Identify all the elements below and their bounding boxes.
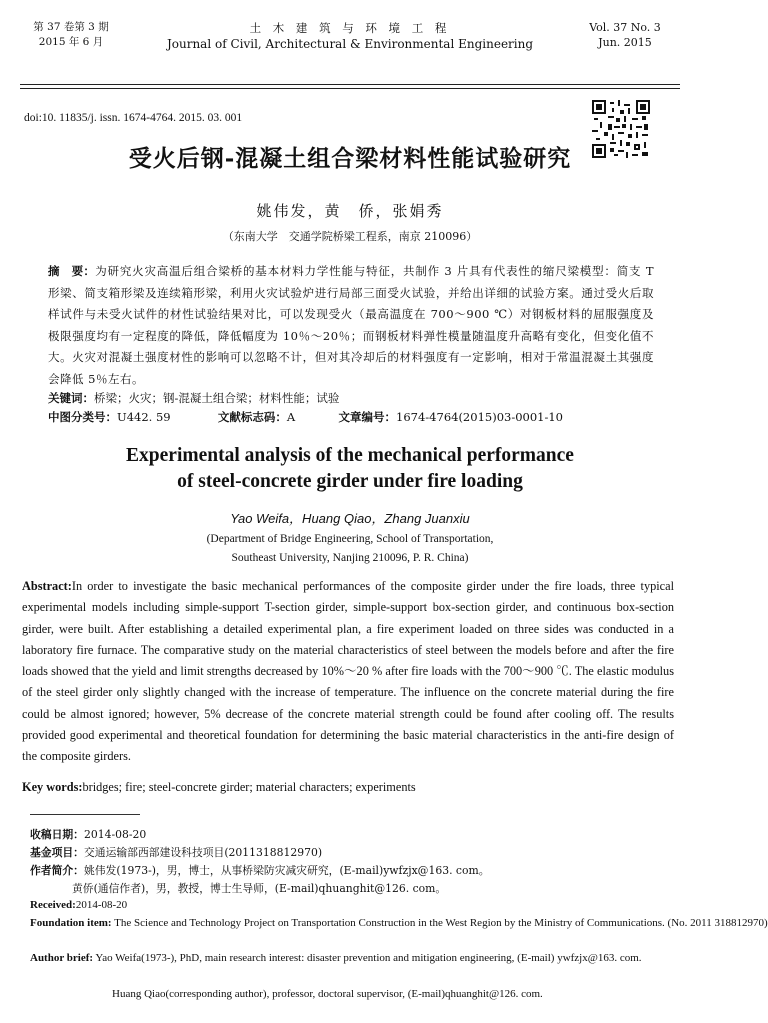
footnote-author-cn xyxy=(30,862,670,879)
keywords-en-label: Key words: xyxy=(22,780,83,794)
header-date-cn: 2015 年 6 月 xyxy=(38,36,104,48)
header-rule-top xyxy=(20,84,680,85)
affiliation-en xyxy=(0,530,700,568)
fund-cn-label: 基金项目： xyxy=(30,846,84,859)
doc-code-label: 文献标志码： xyxy=(217,410,287,424)
article-no-label: 文章编号： xyxy=(338,410,397,424)
clc-label: 中图分类号： xyxy=(48,410,117,424)
affiliation-en-line2: Southeast University, Nanjing 210096, P. R. China) xyxy=(231,552,469,564)
received-en-label: Received: xyxy=(30,899,76,911)
footnote-received-en xyxy=(30,897,670,914)
keywords-en-text: bridges; fire; steel-concrete girder; material characters; experiments xyxy=(82,780,416,794)
author-en-1: Yao Weifa(1973-), PhD, main research interest: disaster prevention and mitigation engineering, (E-mail) ywfzjx@163. com. xyxy=(95,952,642,964)
title-en-line1: Experimental analysis of the mechanical performance xyxy=(126,445,574,466)
header-vol-en: Vol. 37 No. 3 xyxy=(589,21,661,34)
clc-value: U442. 59 xyxy=(117,410,171,424)
journal-name-cn: 土 木 建 筑 与 环 境 工 程 xyxy=(249,21,451,35)
keywords-cn xyxy=(48,390,668,406)
doi: doi:10. 11835/j. issn. 1674-4764. 2015. 03. 001 xyxy=(24,112,243,124)
author-cn-label: 作者简介： xyxy=(30,864,84,877)
doc-code-value: A xyxy=(286,410,296,424)
received-cn-value: 2014-08-20 xyxy=(83,828,147,841)
header-journal xyxy=(150,20,550,52)
header-volume-cn xyxy=(26,20,116,50)
title-en xyxy=(0,443,700,495)
footnote-author-en xyxy=(30,950,752,967)
keywords-en xyxy=(22,780,674,795)
affiliation-en-line1: (Department of Bridge Engineering, School of Transportation, xyxy=(206,533,494,545)
classification-line xyxy=(48,409,668,425)
header-volume-en xyxy=(580,20,670,50)
keywords-cn-label: 关键词： xyxy=(48,391,94,405)
footnote-author-en-2: Huang Qiao(corresponding author), professor, doctoral supervisor, (E-mail)qhuanghit@126. com. xyxy=(112,988,543,1000)
header-rule-bottom xyxy=(20,88,680,89)
abstract-en-text: In order to investigate the basic mechanical performances of the composite girder under the fire loads, three typical experimental models including simple-support T-section girder, simple-support box-section girder, and continuous box-section girder, were built. After establishing a detailed experimental plan, a fire experiment loaded on three sides was conducted in a laboratory fire furnace. The comparative study on the material characteristics of steel between the models before and after the fire loads showed that the yield and limit strengths decreased by 10%～20 % after fire loads with the 700～900 ℃. The elastic modulus of the steel girder only slightly changed with the increase of temperature. The influence on the concrete material during the fire could be almost ignored; however, 5% decrease of the concrete material strength could be found after cooling off. The results provided good experimental and theoretical foundation for determining the basic material characteristics in the anti-fire design of the composite girders. xyxy=(22,579,674,764)
authors-en: Yao Weifa，Huang Qiao，Zhang Juanxiu xyxy=(230,511,470,526)
abstract-en xyxy=(22,576,674,768)
fund-en-label: Foundation item: xyxy=(30,917,112,929)
title-cn: 受火后钢-混凝土组合梁材料性能试验研究 xyxy=(128,145,572,172)
header-vol-cn: 第 37 卷第 3 期 xyxy=(33,21,109,33)
footnote-author-cn-2: 黄侨(通信作者)，男，教授，博士生导师，(E-mail)qhuanghit@126. com。 xyxy=(72,882,447,895)
header-date-en: Jun. 2015 xyxy=(598,36,652,49)
footnote-fund-en xyxy=(30,915,768,932)
footnote-received-cn xyxy=(30,826,670,843)
author-en-label: Author brief: xyxy=(30,952,94,964)
journal-name-en: Journal of Civil, Architectural & Environmental Engineering xyxy=(166,37,534,51)
author-cn-1: 姚伟发(1973-)，男，博士，从事桥梁防灾减灾研究，(E-mail)ywfzjx@163. com。 xyxy=(83,864,490,877)
footnote-fund-cn xyxy=(30,844,670,861)
authors-cn: 姚伟发，黄 侨，张娟秀 xyxy=(256,202,444,220)
abstract-cn-label: 摘 要： xyxy=(48,264,96,278)
keywords-cn-text: 桥梁；火灾；钢-混凝土组合梁；材料性能；试验 xyxy=(94,391,340,405)
received-cn-label: 收稿日期： xyxy=(30,828,84,841)
article-no-value: 1674-4764(2015)03-0001-10 xyxy=(396,410,563,424)
fund-cn-value: 交通运输部西部建设科技项目(2011318812970) xyxy=(83,846,323,859)
abstract-en-label: Abstract: xyxy=(22,579,72,593)
affiliation-cn: （东南大学 交通学院桥梁工程系，南京 210096） xyxy=(222,230,478,243)
fund-en-value: The Science and Technology Project on Transportation Construction in the West Region by the Ministry of Communications. (No. 2011 318812970) xyxy=(114,917,768,929)
abstract-cn-text: 为研究火灾高温后组合梁桥的基本材料力学性能与特征，共制作 3 片具有代表性的缩尺梁模型：简支 T 形梁、简支箱形梁及连续箱形梁，利用火灾试验炉进行局部三面受火试验，并给出详细的试验方案。通过受火后取样试件与未受火试件的材性试验结果对比，可以发现受火（最高温度在 700～900 ℃）对钢板材料的屈服强度及极限强度均有一定程度的降低，降低幅度为 10％～20％；而钢板材料弹性模量随温度升高略有变化，但变化值不大。火灾对混凝土强度材性的影响可以忽略不计，但对其冷却后的材料强度有一定影响，相对于常温混凝土其强度会降低 5％左右。 xyxy=(48,264,655,386)
abstract-cn xyxy=(48,261,654,390)
received-en-value: 2014-08-20 xyxy=(75,899,128,911)
title-en-line2: of steel-concrete girder under fire loading xyxy=(177,471,523,492)
footnote-rule xyxy=(30,814,140,815)
